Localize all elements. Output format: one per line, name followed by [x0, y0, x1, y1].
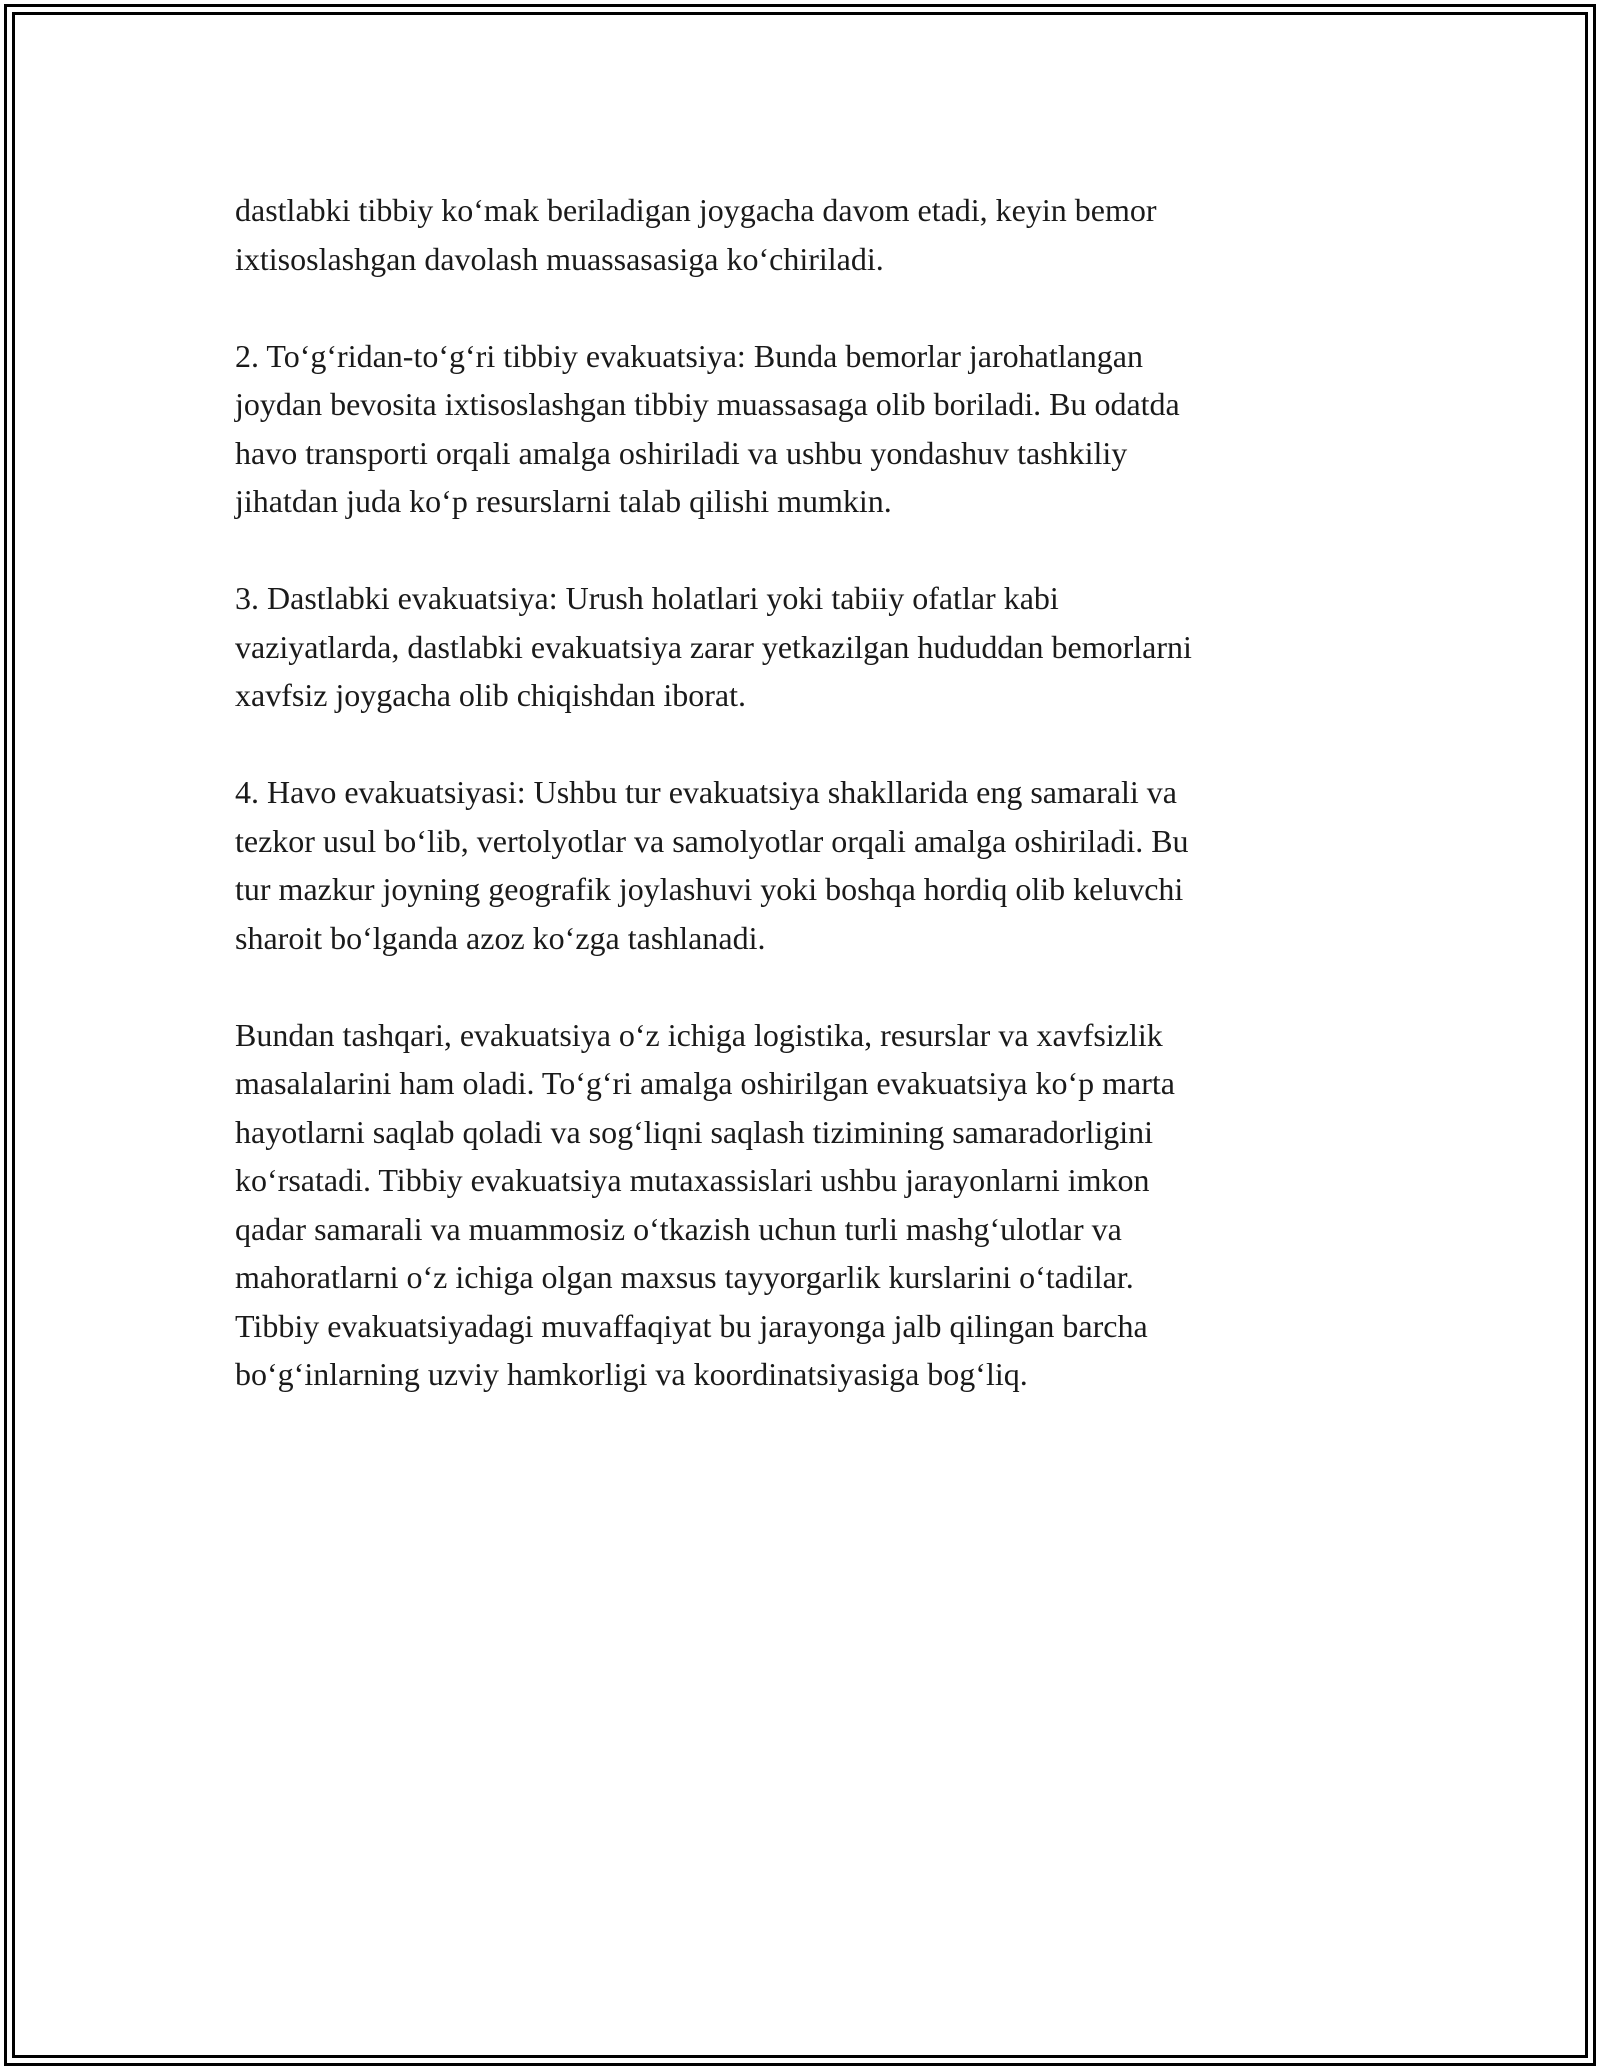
paragraph-continuation: dastlabki tibbiy koʻmak beriladigan joygacha davom etadi, keyin bemor ixtisoslashgan davolash muassasasiga koʻchiriladi. — [235, 192, 1157, 277]
paragraph-initial-evacuation: 3. Dastlabki evakuatsiya: Urush holatlari yoki tabiiy ofatlar kabi vaziyatlarda, dastlabki evakuatsiya zarar yetkazilgan hududdan bemorlarni xavfsiz joygacha olib chiqishdan iborat. — [235, 580, 1192, 713]
paragraph-conclusion: Bundan tashqari, evakuatsiya oʻz ichiga logistika, resurslar va xavfsizlik masalalarini ham oladi. Toʻgʻri amalga oshirilgan evakuatsiya koʻp marta hayotlarni saqlab qoladi va sogʻliqni saqlash tizimining samaradorligini koʻrsatadi. Tibbiy evakuatsiya mutaxassislari ushbu jarayonlarni imkon qadar samarali va muammosiz oʻtkazish uchun turli mashgʻulotlar va mahoratlarni oʻz ichiga olgan maxsus tayyorgarlik kurslarini oʻtadilar. Tibbiy evakuatsiyadagi muvaffaqiyat bu jarayonga jalb qilingan barcha boʻgʻinlarning uzviy hamkorligi va koordinatsiyasiga bogʻliq. — [235, 1016, 1175, 1392]
paragraph-air-evacuation: 4. Havo evakuatsiyasi: Ushbu tur evakuatsiya shakllarida eng samarali va tezkor usul boʻlib, vertolyotlar va samolyotlar orqali amalga oshiriladi. Bu tur mazkur joyning geografik joylashuvi yoki boshqa hordiq olib keluvchi sharoit boʻlganda azoz koʻzga tashlanadi. — [235, 774, 1189, 956]
document-body — [235, 186, 1345, 1447]
paragraph-direct-evacuation: 2. Toʻgʻridan-toʻgʻri tibbiy evakuatsiya: Bunda bemorlar jarohatlangan joydan bevosita ixtisoslashgan tibbiy muassasaga olib boriladi. Bu odatda havo transporti orqali amalga oshiriladi va ushbu yondashuv tashkiliy jihatdan juda koʻp resurslarni talab qilishi mumkin. — [235, 337, 1180, 519]
